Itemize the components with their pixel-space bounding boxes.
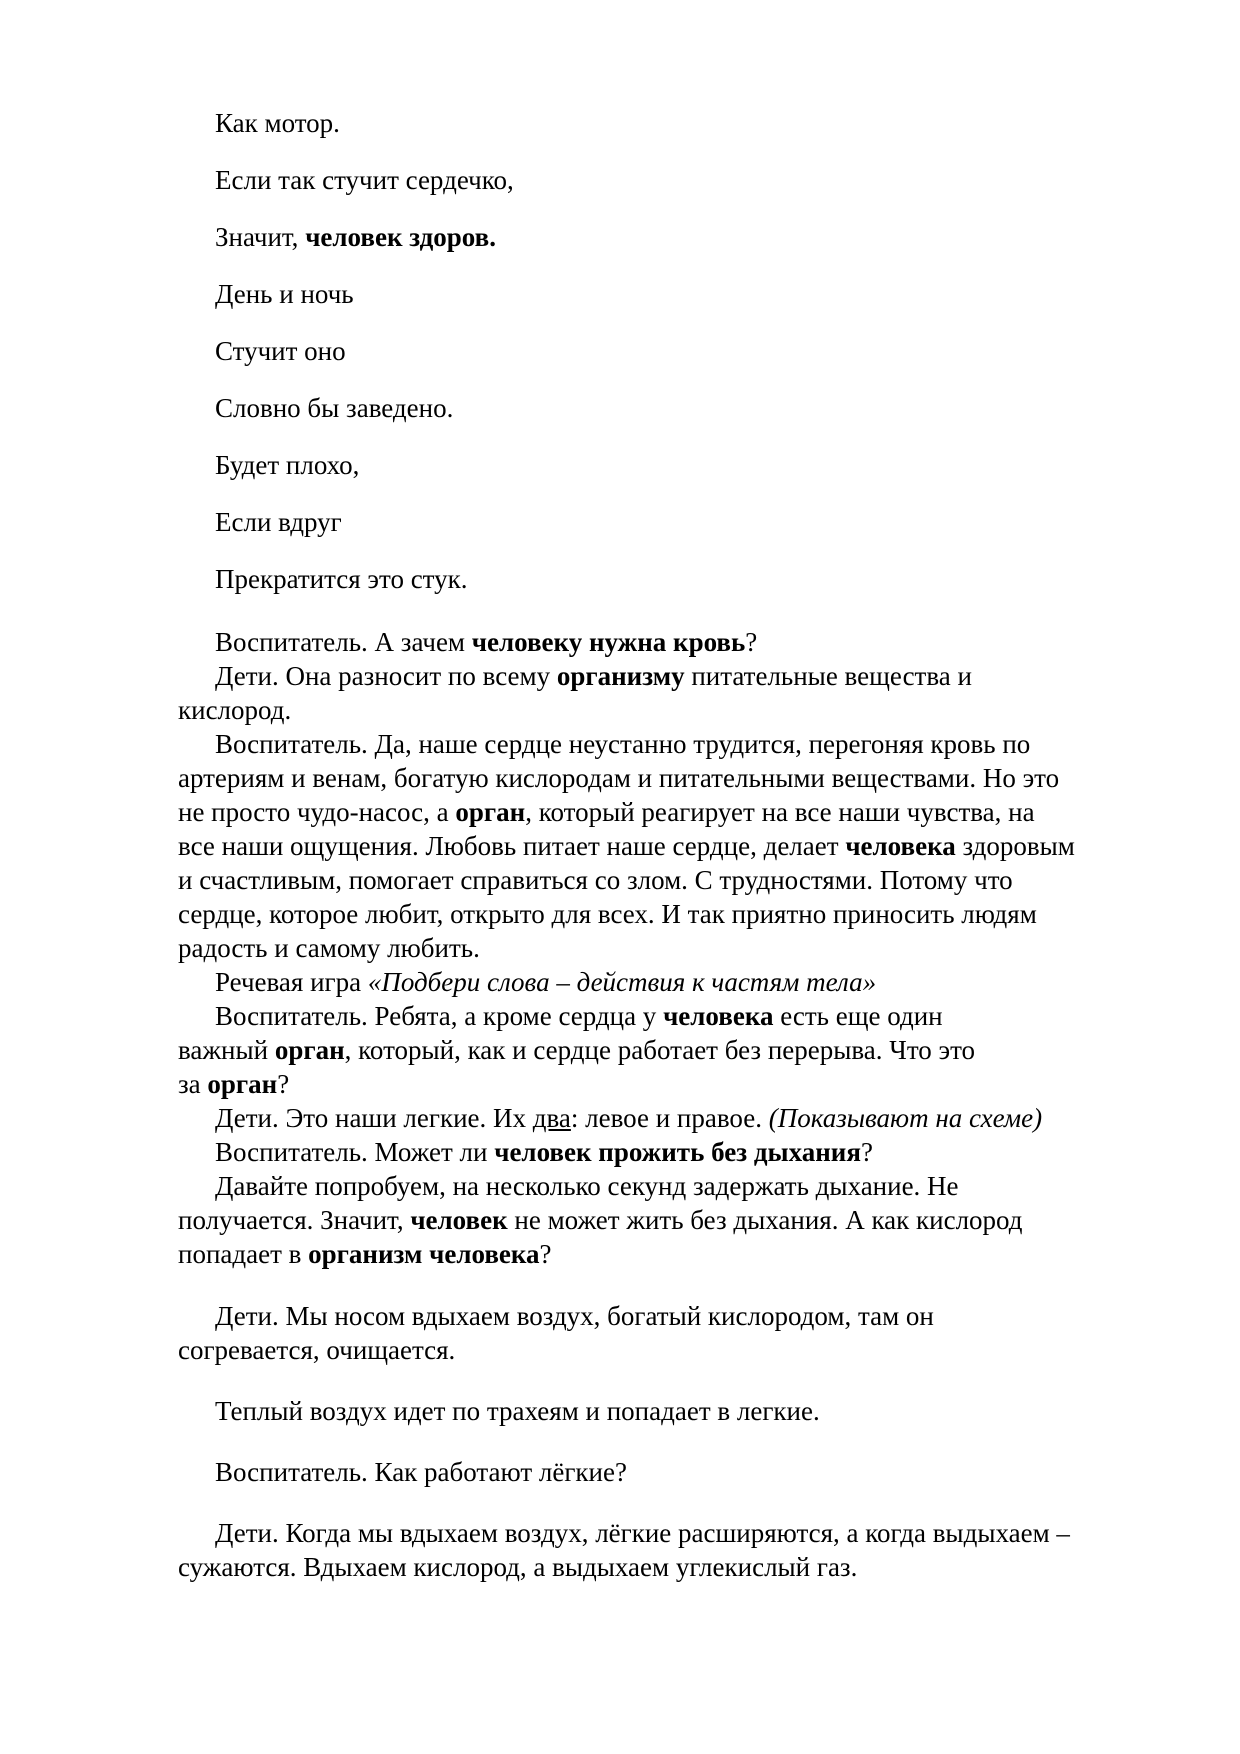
- poem-bold-text: человек здоров.: [305, 222, 496, 252]
- text: , который реагирует на все наши чувства, на: [525, 797, 1035, 827]
- poem-line-3: [178, 220, 1158, 254]
- poem-text: Будет плохо,: [215, 450, 360, 480]
- dialog-line-8: [178, 863, 1158, 897]
- text: согревается, очищается.: [178, 1335, 456, 1365]
- bold-text: человек прожить без дыхания: [494, 1137, 861, 1167]
- dialog-line-25: [178, 1550, 1158, 1584]
- dialog-line-19: [178, 1237, 1158, 1271]
- dialog-line-10: [178, 931, 1158, 965]
- text: радость и самому любить.: [178, 933, 480, 963]
- dialog-line-3: [178, 693, 1158, 727]
- poem-text: День и ночь: [215, 279, 354, 309]
- text: Давайте попробуем, на несколько секунд задержать дыхание. Не: [215, 1171, 959, 1201]
- poem-text: Значит,: [215, 222, 306, 252]
- poem-text: Если так стучит сердечко,: [215, 165, 514, 195]
- text: Воспитатель. Может ли: [215, 1137, 495, 1167]
- text: Воспитатель. Как работают лёгкие?: [215, 1457, 627, 1487]
- text: все наши ощущения. Любовь питает наше сердце, делает: [178, 831, 846, 861]
- bold-text: орган: [455, 797, 526, 827]
- dialog-line-21: [178, 1333, 1158, 1367]
- bold-text: орган: [274, 1035, 345, 1065]
- dialog-line-15: [178, 1101, 1158, 1135]
- poem-text: Прекратится это стук.: [215, 564, 468, 594]
- bold-text: орган: [207, 1069, 278, 1099]
- text: кислород.: [178, 695, 292, 725]
- dialog-line-24: [178, 1516, 1158, 1550]
- poem-line-8: [178, 505, 1158, 539]
- text: ?: [745, 627, 758, 657]
- dialog-line-22: [178, 1394, 1158, 1428]
- dialog-line-2: [178, 659, 1158, 693]
- text: и счастливым, помогает справиться со злом. С трудностями. Потому что: [178, 865, 1013, 895]
- poem-line-4: [178, 277, 1158, 311]
- poem-text: Стучит оно: [215, 336, 346, 366]
- text: не может жить без дыхания. А как кислород: [507, 1205, 1023, 1235]
- dialog-line-18: [178, 1203, 1158, 1237]
- poem-text: Словно бы заведено.: [215, 393, 454, 423]
- dialog-line-23: [178, 1455, 1158, 1489]
- text: ?: [860, 1137, 873, 1167]
- text: ?: [539, 1239, 552, 1269]
- text: попадает в: [178, 1239, 309, 1269]
- text: Дети. Она разносит по всему: [215, 661, 557, 691]
- dialog-line-14: [178, 1067, 1158, 1101]
- dialog-line-1: [178, 625, 1158, 659]
- bold-text: организму: [556, 661, 685, 691]
- text: Воспитатель. А зачем: [215, 627, 472, 657]
- text: получается. Значит,: [178, 1205, 411, 1235]
- bold-text: человеку нужна кровь: [471, 627, 746, 657]
- poem-line-1: [178, 106, 1158, 140]
- dialog-line-6: [178, 795, 1158, 829]
- italic-text: «Подбери слова – действия к частям тела»: [367, 967, 877, 997]
- text: , который, как и сердце работает без перерыва. Что это: [344, 1035, 976, 1065]
- dialog-line-12: [178, 999, 1158, 1033]
- dialog-line-13: [178, 1033, 1158, 1067]
- bold-text: человека: [845, 831, 956, 861]
- text: ?: [277, 1069, 290, 1099]
- dialog-line-16: [178, 1135, 1158, 1169]
- text: Воспитатель. Да, наше сердце неустанно трудится, перегоняя кровь по: [215, 729, 1031, 759]
- text: Дети. Это наши легкие. Их: [215, 1103, 533, 1133]
- text: Дети. Когда мы вдыхаем воздух, лёгкие расширяются, а когда выдыхаем –: [215, 1518, 1070, 1548]
- text: не просто чудо-насос, а: [178, 797, 456, 827]
- text: за: [178, 1069, 208, 1099]
- text: питательные вещества и: [684, 661, 972, 691]
- text: сердце, которое любит, открыто для всех. И так приятно приносить людям: [178, 899, 1037, 929]
- poem-line-9: [178, 562, 1158, 596]
- bold-text: организм человека: [308, 1239, 540, 1269]
- text: Теплый воздух идет по трахеям и попадает в легкие.: [215, 1396, 820, 1426]
- italic-text: (Показывают на схеме): [768, 1103, 1043, 1133]
- text: артериям и венам, богатую кислородам и питательными веществами. Но это: [178, 763, 1060, 793]
- text: здоровым: [955, 831, 1075, 861]
- dialog-line-4: [178, 727, 1158, 761]
- poem-line-5: [178, 334, 1158, 368]
- poem-line-7: [178, 448, 1158, 482]
- dialog-line-7: [178, 829, 1158, 863]
- poem-line-6: [178, 391, 1158, 425]
- text: важный: [178, 1035, 275, 1065]
- text: Дети. Мы носом вдыхаем воздух, богатый кислородом, там он: [215, 1301, 934, 1331]
- underlined-text: два: [532, 1103, 571, 1133]
- bold-text: человека: [663, 1001, 774, 1031]
- dialog-line-20: [178, 1299, 1158, 1333]
- text: Воспитатель. Ребята, а кроме сердца у: [215, 1001, 664, 1031]
- bold-text: человек: [410, 1205, 508, 1235]
- poem-line-2: [178, 163, 1158, 197]
- dialog-line-11: [178, 965, 1158, 999]
- text: Речевая игра: [215, 967, 368, 997]
- text: : левое и правое.: [570, 1103, 769, 1133]
- text: сужаются. Вдыхаем кислород, а выдыхаем углекислый газ.: [178, 1552, 858, 1582]
- dialog-line-9: [178, 897, 1158, 931]
- poem-text: Если вдруг: [215, 507, 342, 537]
- dialog-line-17: [178, 1169, 1158, 1203]
- poem-text: Как мотор.: [215, 108, 340, 138]
- dialog-line-5: [178, 761, 1158, 795]
- text: есть еще один: [773, 1001, 943, 1031]
